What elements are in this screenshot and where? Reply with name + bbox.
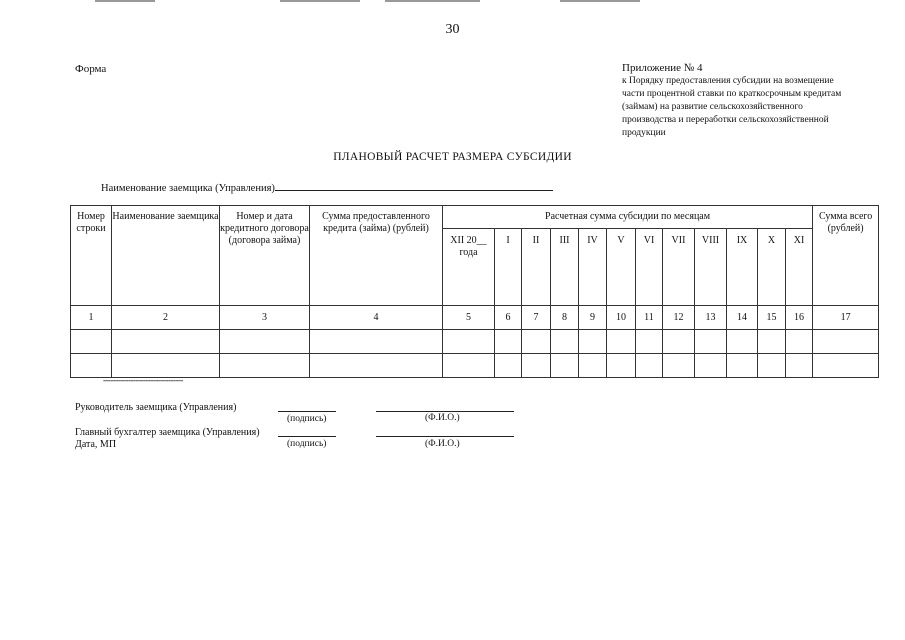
column-number: 2 <box>112 306 220 330</box>
month-header: VII <box>663 229 695 306</box>
scan-edge-mark <box>385 0 480 2</box>
scan-edge-mark <box>95 0 155 2</box>
table-cell[interactable] <box>522 354 551 378</box>
accountant-signature-label: Главный бухгалтер заемщика (Управления) <box>75 427 260 438</box>
column-number: 13 <box>695 306 727 330</box>
table-cell[interactable] <box>495 354 522 378</box>
month-header: X <box>758 229 786 306</box>
name-caption: (Ф.И.О.) <box>425 439 460 449</box>
appendix-title: Приложение № 4 <box>622 62 703 74</box>
month-header: III <box>551 229 579 306</box>
table-cell[interactable] <box>607 354 636 378</box>
table-cell[interactable] <box>112 354 220 378</box>
table-cell[interactable] <box>786 354 813 378</box>
month-header: IX <box>727 229 758 306</box>
column-number: 7 <box>522 306 551 330</box>
table-row <box>71 354 879 378</box>
table-cell[interactable] <box>112 330 220 354</box>
table-cell[interactable] <box>443 330 495 354</box>
header-credit-sum: Сумма предоставленного кредита (займа) (рублей) <box>310 206 443 306</box>
form-label: Форма <box>75 63 107 75</box>
appendix-line: продукции <box>622 128 666 138</box>
column-number: 6 <box>495 306 522 330</box>
header-monthly: Расчетная сумма субсидии по месяцам <box>443 206 813 229</box>
table-cell[interactable] <box>813 330 879 354</box>
signature-caption: (подпись) <box>287 439 327 449</box>
table-cell[interactable] <box>579 354 607 378</box>
head-signature-label: Руководитель заемщика (Управления) <box>75 402 237 413</box>
header-row-number: Номер строки <box>71 206 112 306</box>
borrower-name-underline[interactable] <box>275 179 553 191</box>
table-cell[interactable] <box>310 354 443 378</box>
scan-edge-mark <box>560 0 640 2</box>
column-number: 5 <box>443 306 495 330</box>
month-header: II <box>522 229 551 306</box>
table-cell[interactable] <box>727 330 758 354</box>
column-number: 3 <box>220 306 310 330</box>
table-cell[interactable] <box>220 354 310 378</box>
appendix-line: (займам) на развитие сельскохозяйственного <box>622 102 803 112</box>
table-cell[interactable] <box>443 354 495 378</box>
appendix-text <box>622 75 892 140</box>
column-number: 12 <box>663 306 695 330</box>
column-number: 14 <box>727 306 758 330</box>
footnote-separator: -------------------------------- <box>103 375 183 385</box>
table-cell[interactable] <box>636 354 663 378</box>
table-cell[interactable] <box>495 330 522 354</box>
header-contract: Номер и дата кредитного договора (договора займа) <box>220 206 310 306</box>
column-number: 11 <box>636 306 663 330</box>
column-number: 9 <box>579 306 607 330</box>
table-cell[interactable] <box>813 354 879 378</box>
table-cell[interactable] <box>579 330 607 354</box>
column-number: 15 <box>758 306 786 330</box>
table-row <box>71 330 879 354</box>
table-cell[interactable] <box>663 354 695 378</box>
header-total: Сумма всего (рублей) <box>813 206 879 306</box>
month-header: XII 20__ года <box>443 229 495 306</box>
column-number: 1 <box>71 306 112 330</box>
table-cell[interactable] <box>695 330 727 354</box>
scan-edge-mark <box>280 0 360 2</box>
page-number: 30 <box>445 22 460 37</box>
table-cell[interactable] <box>551 354 579 378</box>
table-cell[interactable] <box>522 330 551 354</box>
table-cell[interactable] <box>786 330 813 354</box>
column-number: 8 <box>551 306 579 330</box>
subsidy-table <box>70 205 879 378</box>
table-cell[interactable] <box>727 354 758 378</box>
appendix-line: части процентной ставки по краткосрочным кредитам <box>622 89 842 99</box>
table-cell[interactable] <box>551 330 579 354</box>
column-number: 17 <box>813 306 879 330</box>
head-signature-line[interactable] <box>278 411 336 412</box>
column-number: 4 <box>310 306 443 330</box>
month-header: VI <box>636 229 663 306</box>
table-cell[interactable] <box>636 330 663 354</box>
month-header: IV <box>579 229 607 306</box>
table-cell[interactable] <box>695 354 727 378</box>
appendix-line: к Порядку предоставления субсидии на возмещение <box>622 76 834 86</box>
document-title: ПЛАНОВЫЙ РАСЧЕТ РАЗМЕРА СУБСИДИИ <box>333 151 572 163</box>
signature-caption: (подпись) <box>287 414 327 424</box>
accountant-signature-line[interactable] <box>278 436 336 437</box>
table-cell[interactable] <box>310 330 443 354</box>
table-cell[interactable] <box>758 354 786 378</box>
table-cell[interactable] <box>71 330 112 354</box>
table-cell[interactable] <box>220 330 310 354</box>
name-caption: (Ф.И.О.) <box>425 413 460 423</box>
column-number: 16 <box>786 306 813 330</box>
header-borrower-name: Наименование заемщика <box>112 206 220 306</box>
table-cell[interactable] <box>71 354 112 378</box>
borrower-name-label: Наименование заемщика (Управления) <box>101 183 275 194</box>
table-cell[interactable] <box>663 330 695 354</box>
table-cell[interactable] <box>758 330 786 354</box>
date-stamp-label: Дата, МП <box>75 439 117 450</box>
head-name-line[interactable] <box>376 411 514 412</box>
month-header: V <box>607 229 636 306</box>
accountant-name-line[interactable] <box>376 436 514 437</box>
table-cell[interactable] <box>607 330 636 354</box>
month-header: VIII <box>695 229 727 306</box>
month-header: I <box>495 229 522 306</box>
month-header: XI <box>786 229 813 306</box>
borrower-name-field[interactable] <box>101 179 553 194</box>
appendix-line: производства и переработки сельскохозяйственной <box>622 115 829 125</box>
column-number: 10 <box>607 306 636 330</box>
